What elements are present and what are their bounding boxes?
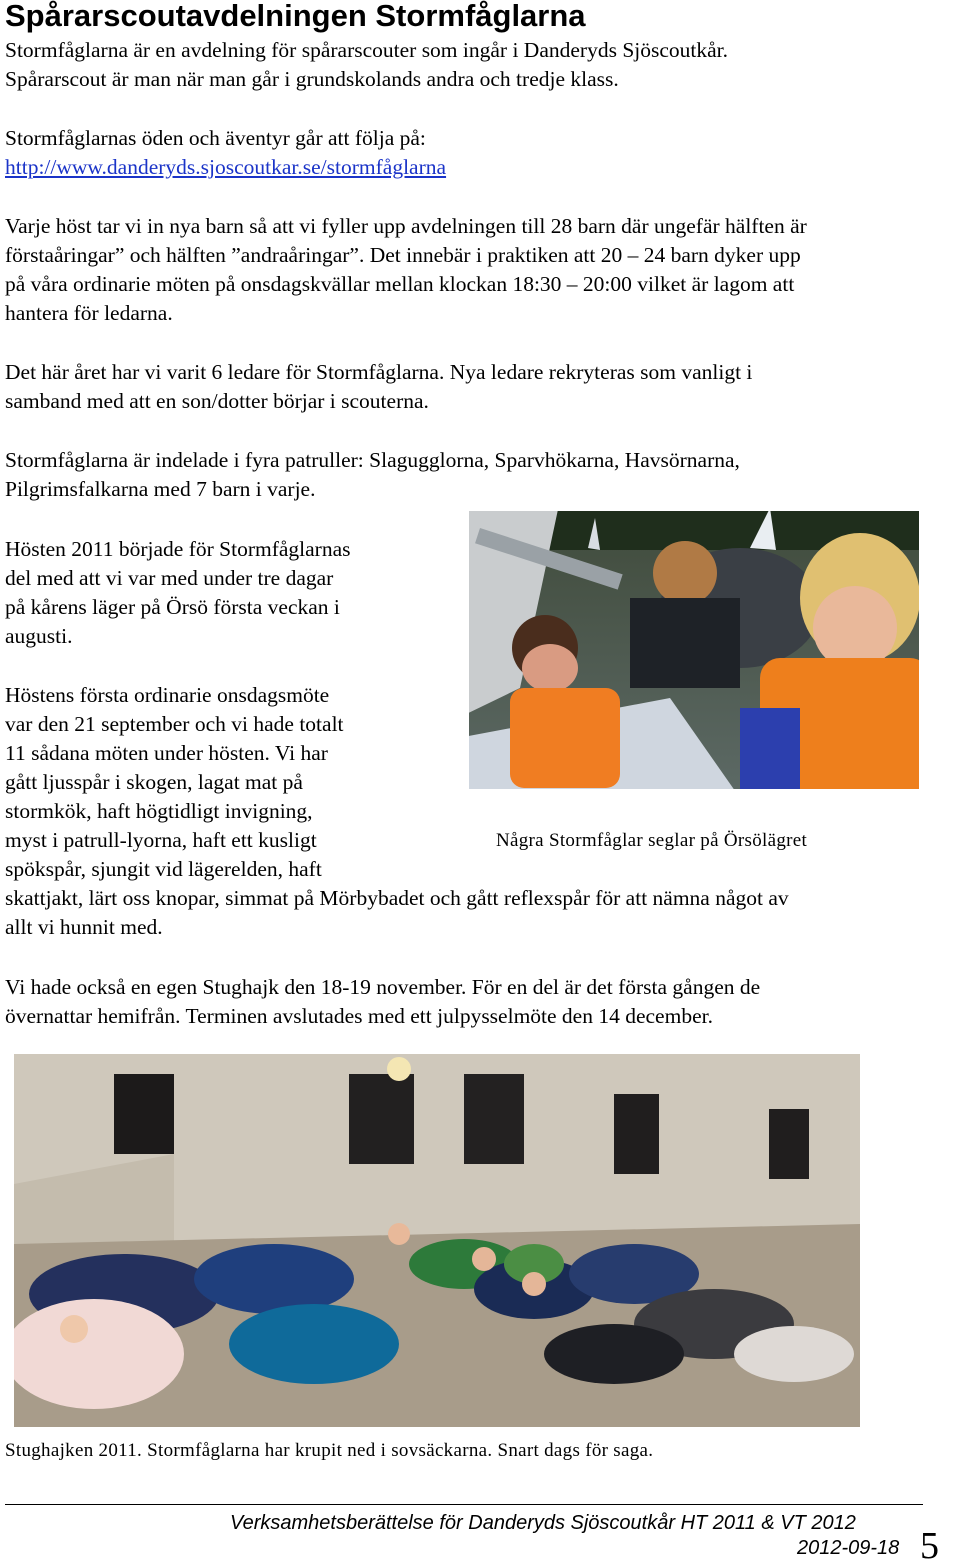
stughajk-line-2: övernattar hemifrån. Terminen avslutades med ett julpysselmöte den 14 december. <box>5 1004 713 1028</box>
website-link[interactable]: http://www.danderyds.sjoscoutkar.se/stormfåglarna <box>5 155 447 179</box>
meetings-line-5: stormkök, haft högtidligt invigning, <box>5 799 313 823</box>
sailing-caption: Några Stormfåglar seglar på Örsölägret <box>496 830 808 851</box>
footer-date: 2012-09-18 <box>797 1537 900 1559</box>
autumn2011-line-3: på kårens läger på Örsö första veckan i <box>5 595 340 619</box>
meetings-line-8: skattjakt, lärt oss knopar, simmat på Mörbybadet och gått reflexspår för att nämna något av <box>5 886 789 910</box>
follow-text: Stormfåglarnas öden och äventyr går att följa på: <box>5 126 426 150</box>
meetings-line-3: 11 sådana möten under hösten. Vi har <box>5 741 328 765</box>
page-number: 5 <box>920 1525 939 1567</box>
autumn-line-4: hantera för ledarna. <box>5 301 173 325</box>
sailing-photo <box>440 488 950 818</box>
page-title: Spårarscoutavdelningen Stormfåglarna <box>5 0 586 33</box>
stughajk-photo <box>14 1054 860 1427</box>
stughajk-line-1: Vi hade också en egen Stughajk den 18-19 november. För en del är det första gången de <box>5 975 761 999</box>
leaders-line-1: Det här året har vi varit 6 ledare för Stormfåglarna. Nya ledare rekryteras som vanligt i <box>5 360 753 384</box>
autumn-line-3: på våra ordinarie möten på onsdagskvällar mellan klockan 18:30 – 20:00 vilket är lagom att <box>5 272 795 296</box>
patrols-line-2: Pilgrimsfalkarna med 7 barn i varje. <box>5 477 316 501</box>
stughajk-caption: Stughajken 2011. Stormfåglarna har krupit ned i sovsäckarna. Snart dags för saga. <box>5 1440 654 1461</box>
autumn2011-line-2: del med att vi var med under tre dagar <box>5 566 334 590</box>
meetings-line-2: var den 21 september och vi hade totalt <box>5 712 344 736</box>
patrols-line-1: Stormfåglarna är indelade i fyra patruller: Slagugglorna, Sparvhökarna, Havsörnarna, <box>5 448 740 472</box>
intro-line-2: Spårarscout är man när man går i grundskolands andra och tredje klass. <box>5 67 619 91</box>
meetings-line-6: myst i patrull-lyorna, haft ett kusligt <box>5 828 317 852</box>
meetings-line-4: gått ljusspår i skogen, lagat mat på <box>5 770 303 794</box>
intro-line-1: Stormfåglarna är en avdelning för spårarscouter som ingår i Danderyds Sjöscoutkår. <box>5 38 729 62</box>
autumn2011-line-1: Hösten 2011 började för Stormfåglarnas <box>5 537 351 561</box>
autumn-line-1: Varje höst tar vi in nya barn så att vi fyller upp avdelningen till 28 barn där ungefär hälften är <box>5 214 807 238</box>
sailing-photo-graphic <box>440 488 950 818</box>
leaders-line-2: samband med att en son/dotter börjar i scouterna. <box>5 389 429 413</box>
footer-title: Verksamhetsberättelse för Danderyds Sjöscoutkår HT 2011 & VT 2012 <box>230 1512 856 1534</box>
meetings-line-1: Höstens första ordinarie onsdagsmöte <box>5 683 330 707</box>
autumn2011-line-4: augusti. <box>5 624 73 648</box>
meetings-line-7: spökspår, sjungit vid lägerelden, haft <box>5 857 322 881</box>
stughajk-photo-graphic <box>14 1054 860 1427</box>
autumn-line-2: förstaåringar” och hälften ”andraåringar”. Det innebär i praktiken att 20 – 24 barn dyker upp <box>5 243 801 267</box>
meetings-line-9: allt vi hunnit med. <box>5 915 163 939</box>
footer-divider <box>5 1504 923 1505</box>
